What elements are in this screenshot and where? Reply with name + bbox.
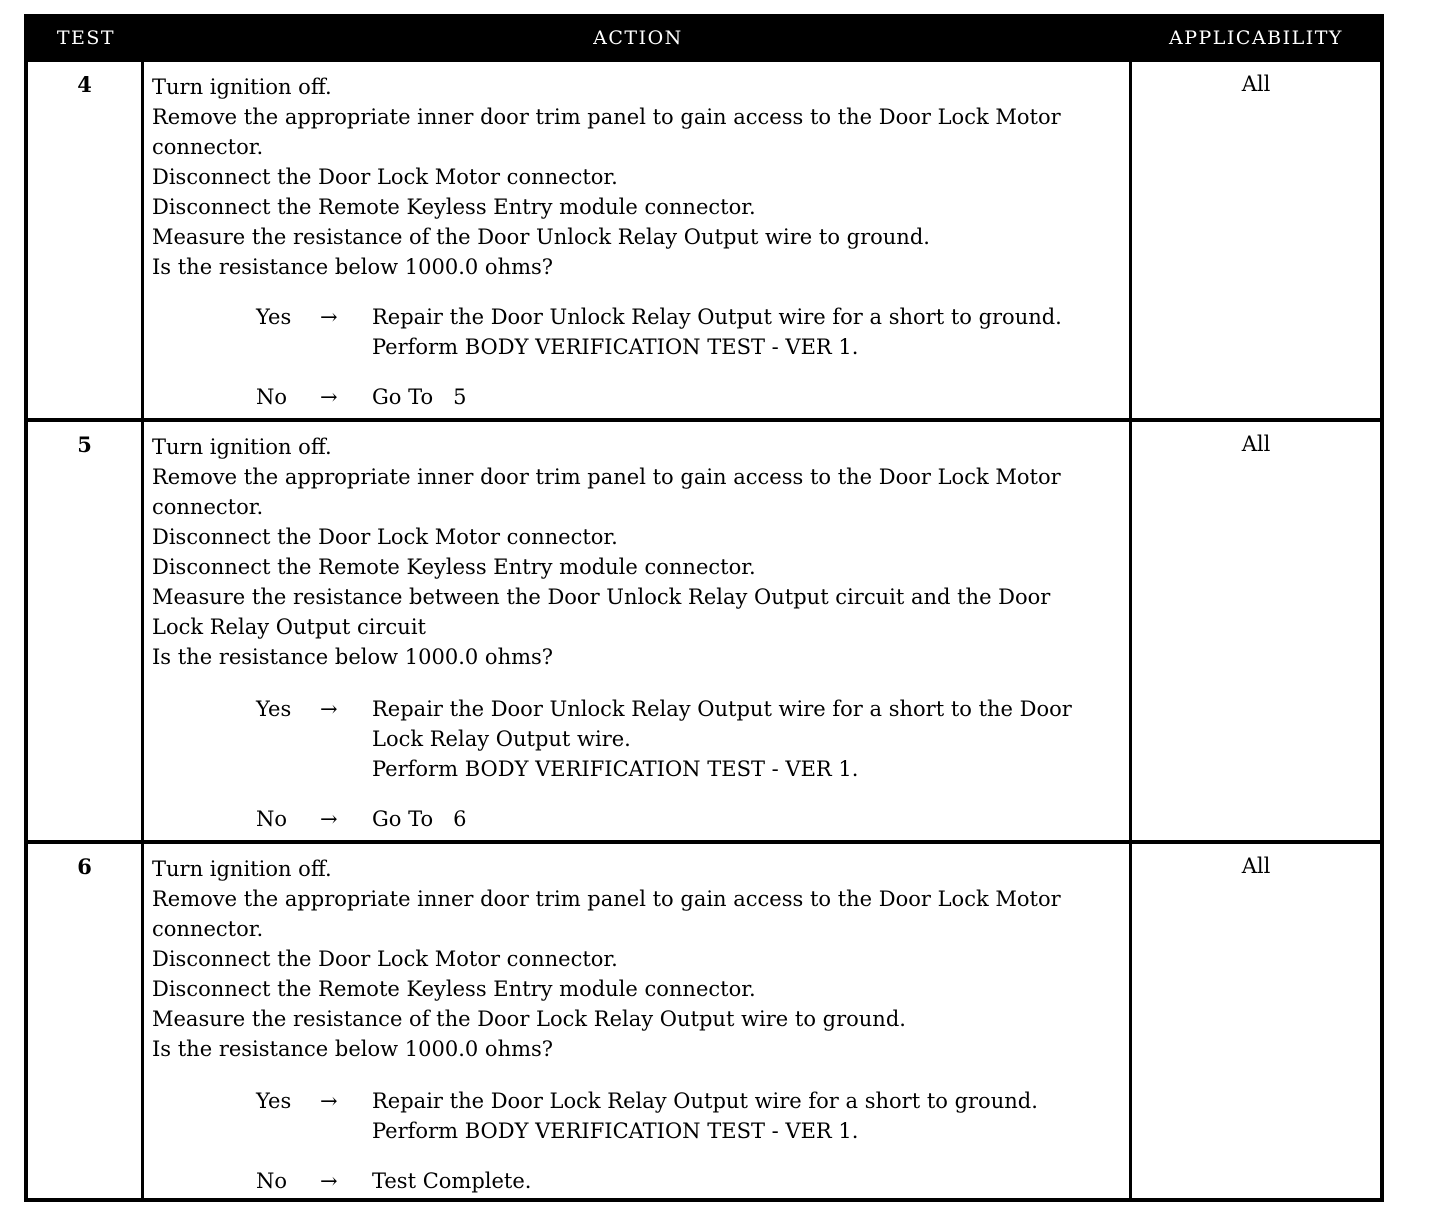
step-line: Measure the resistance of the Door Lock Relay Output wire to ground. (152, 1007, 906, 1031)
test-number-cell (28, 844, 144, 1198)
step-line: connector. (152, 495, 264, 519)
applicability-cell (1132, 844, 1380, 1198)
yes-action-line: Perform BODY VERIFICATION TEST - VER 1. (372, 335, 859, 359)
action-cell (144, 844, 1132, 1198)
step-line: Measure the resistance of the Door Unlock Relay Output wire to ground. (152, 225, 930, 249)
arrow-icon: → (320, 1169, 338, 1193)
no-action-line: Go To 6 (372, 807, 467, 831)
step-line: Turn ignition off. (152, 75, 332, 99)
header-applicability: APPLICABILITY (1169, 27, 1343, 49)
step-line: Remove the appropriate inner door trim panel to gain access to the Door Lock Motor (152, 105, 1061, 129)
action-cell (144, 62, 1132, 420)
test-row-4 (28, 58, 1380, 420)
action-cell (144, 422, 1132, 842)
yes-label: Yes (256, 697, 292, 721)
applicability-value: All (1241, 854, 1271, 878)
step-line: Disconnect the Remote Keyless Entry module connector. (152, 977, 756, 1001)
step-line: Is the resistance below 1000.0 ohms? (152, 645, 554, 669)
test-number: 6 (77, 854, 92, 879)
arrow-icon: → (320, 305, 338, 329)
table-header (28, 18, 1380, 58)
step-line: connector. (152, 917, 264, 941)
arrow-icon: → (320, 807, 338, 831)
no-label: No (256, 807, 288, 831)
header-action: ACTION (593, 27, 683, 49)
action-steps (152, 854, 1128, 1064)
yes-action-line: Repair the Door Unlock Relay Output wire for a short to the Door (372, 697, 1072, 721)
no-action-line: Go To 5 (372, 385, 467, 409)
action-steps (152, 432, 1128, 672)
step-line: Remove the appropriate inner door trim panel to gain access to the Door Lock Motor (152, 887, 1061, 911)
step-line: Disconnect the Remote Keyless Entry module connector. (152, 555, 756, 579)
step-line: Disconnect the Door Lock Motor connector. (152, 165, 618, 189)
diagnostic-test-table (24, 14, 1384, 1202)
applicability-value: All (1241, 432, 1271, 456)
test-number: 5 (77, 432, 92, 457)
yes-action-line: Repair the Door Unlock Relay Output wire for a short to ground. (372, 305, 1062, 329)
step-line: Turn ignition off. (152, 435, 332, 459)
arrow-icon: → (320, 385, 338, 409)
no-label: No (256, 1169, 288, 1193)
yes-action-line: Repair the Door Lock Relay Output wire for a short to ground. (372, 1089, 1038, 1113)
step-line: Measure the resistance between the Door Unlock Relay Output circuit and the Door (152, 585, 1051, 609)
no-action-line: Test Complete. (372, 1169, 532, 1193)
action-steps (152, 72, 1128, 282)
arrow-icon: → (320, 1089, 338, 1113)
step-line: connector. (152, 135, 264, 159)
step-line: Turn ignition off. (152, 857, 332, 881)
test-number-cell (28, 422, 144, 842)
yes-label: Yes (256, 305, 292, 329)
test-row-5 (28, 418, 1380, 842)
arrow-icon: → (320, 697, 338, 721)
step-line: Disconnect the Door Lock Motor connector. (152, 525, 618, 549)
step-line: Disconnect the Door Lock Motor connector. (152, 947, 618, 971)
header-test: TEST (56, 27, 116, 49)
step-line: Is the resistance below 1000.0 ohms? (152, 1037, 554, 1061)
applicability-value: All (1241, 72, 1271, 96)
step-line: Disconnect the Remote Keyless Entry module connector. (152, 195, 756, 219)
test-number: 4 (77, 72, 92, 97)
applicability-cell (1132, 62, 1380, 420)
no-label: No (256, 385, 288, 409)
yes-action-line: Perform BODY VERIFICATION TEST - VER 1. (372, 1119, 859, 1143)
test-number-cell (28, 62, 144, 420)
step-line: Is the resistance below 1000.0 ohms? (152, 255, 554, 279)
test-row-6 (28, 840, 1380, 1198)
yes-action-line: Perform BODY VERIFICATION TEST - VER 1. (372, 757, 859, 781)
step-line: Lock Relay Output circuit (152, 615, 426, 639)
applicability-cell (1132, 422, 1380, 842)
yes-action-line: Lock Relay Output wire. (372, 727, 631, 751)
step-line: Remove the appropriate inner door trim panel to gain access to the Door Lock Motor (152, 465, 1061, 489)
yes-label: Yes (256, 1089, 292, 1113)
